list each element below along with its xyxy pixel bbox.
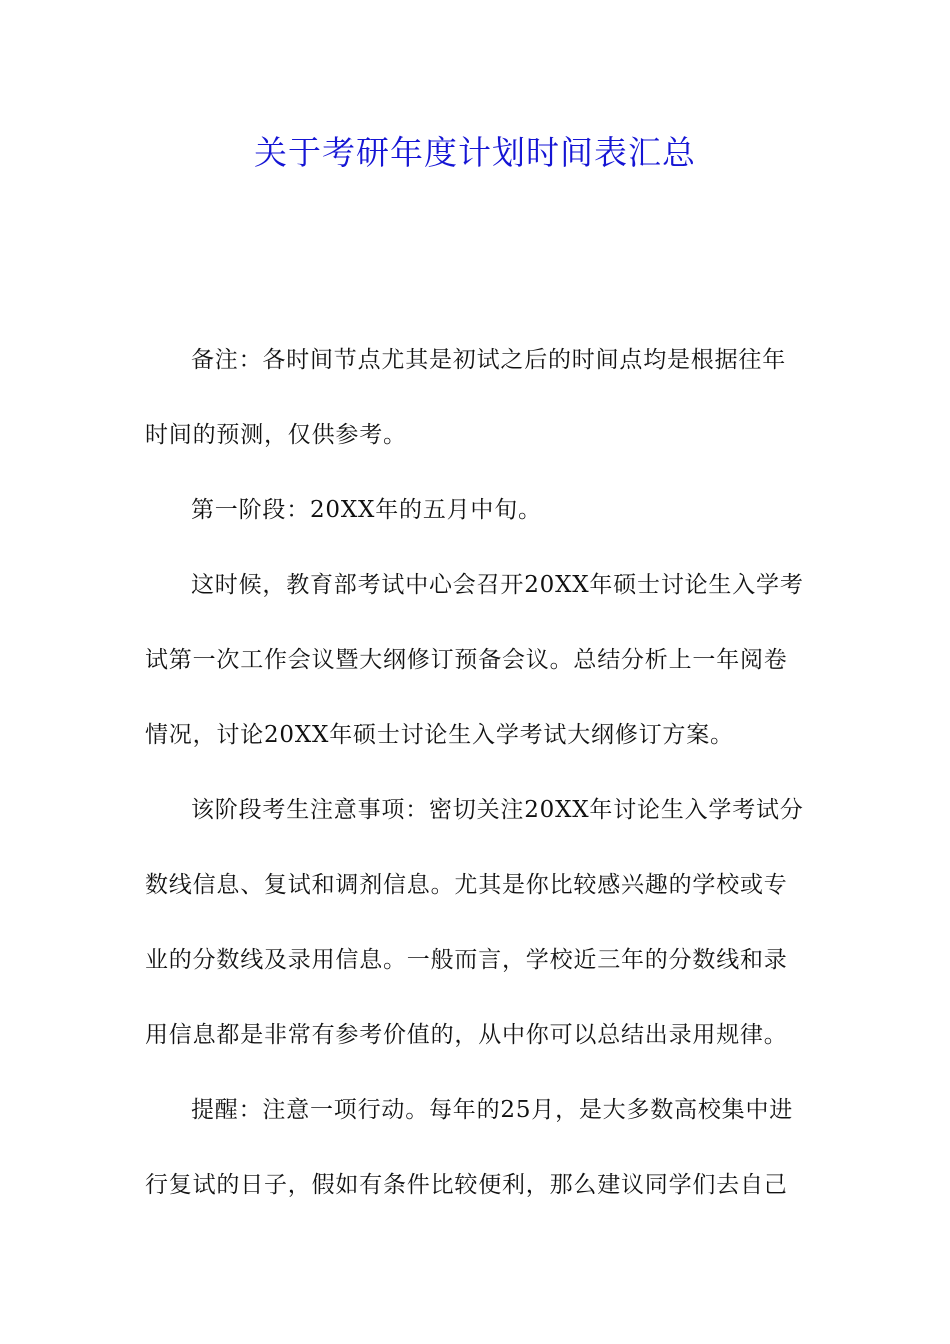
- paragraph-stage-one-detail: [145, 561, 807, 759]
- paragraph-note: [145, 336, 807, 459]
- paragraph-stage-one: [145, 486, 807, 534]
- paragraph-line: 该阶段考生注意事项：密切关注20XX年讨论生入学考试分: [191, 797, 804, 823]
- paragraph-line: 用信息都是非常有参考价值的，从中你可以总结出录用规律。: [145, 1022, 788, 1048]
- paragraph-line: 备注：各时间节点尤其是初试之后的时间点均是根据往年: [191, 347, 786, 373]
- paragraph-line: 第一阶段：20XX年的五月中旬。: [191, 497, 542, 523]
- paragraph-line: 数线信息、复试和调剂信息。尤其是你比较感兴趣的学校或专: [145, 872, 788, 898]
- document-body: [145, 336, 807, 1236]
- paragraph-line: 这时候，教育部考试中心会召开20XX年硕士讨论生入学考: [191, 572, 804, 598]
- paragraph-line: 情况，讨论20XX年硕士讨论生入学考试大纲修订方案。: [145, 722, 734, 748]
- page-title: 关于考研年度计划时间表汇总: [254, 133, 696, 172]
- paragraph-line: 提醒：注意一项行动。每年的25月，是大多数高校集中进: [191, 1097, 794, 1123]
- paragraph-line: 时间的预测，仅供参考。: [145, 422, 407, 448]
- paragraph-line: 行复试的日子，假如有条件比较便利，那么建议同学们去自己: [145, 1172, 788, 1198]
- paragraph-line: 业的分数线及录用信息。一般而言，学校近三年的分数线和录: [145, 947, 788, 973]
- paragraph-line: 试第一次工作会议暨大纲修订预备会议。总结分析上一年阅卷: [145, 647, 788, 673]
- paragraph-reminder: [145, 1086, 807, 1209]
- paragraph-candidate-notes: [145, 786, 807, 1059]
